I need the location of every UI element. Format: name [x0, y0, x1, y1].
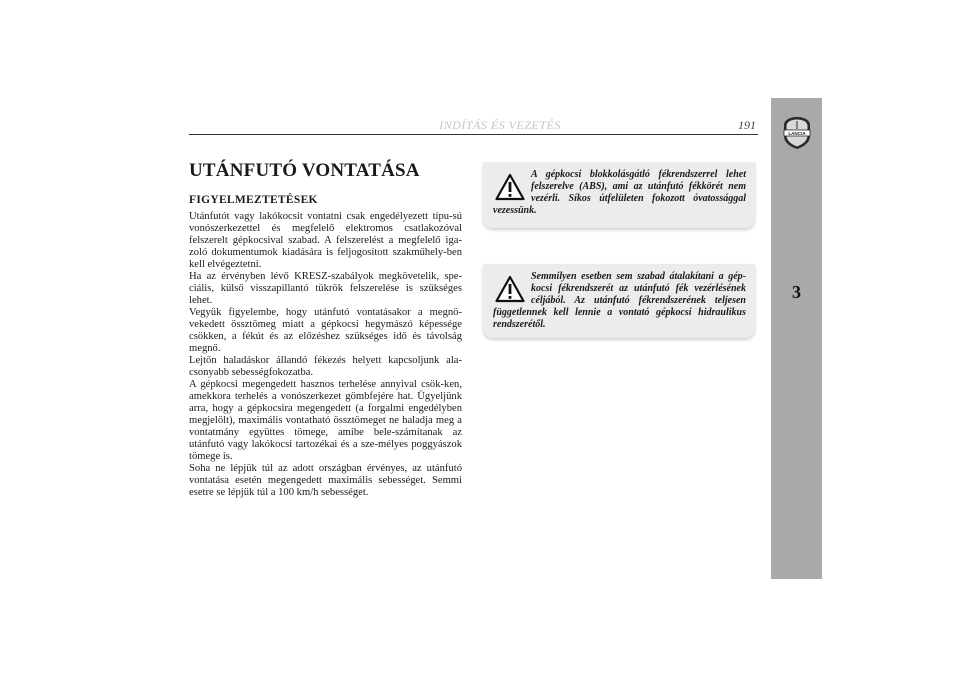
warning-text: A gépkocsi blokkolásgátló fékrendszerrel lehet felszerelve (ABS), ami az utánfutó fékkörét nem vezérli. Síkos útfelületen fokozott óvatossággal vezessünk. — [493, 169, 746, 216]
paragraph: Soha ne lépjük túl az adott országban érvényes, az utánfutó vontatása esetén megengedett maximális sebességet. Semmi esetre se lépjük túl a 100 km/h sebességet. — [189, 463, 462, 498]
warning-box — [483, 162, 755, 228]
warning-box — [483, 264, 755, 338]
page-number: 191 — [738, 118, 756, 132]
chapter-side-tab — [771, 98, 822, 579]
paragraph: Vegyük figyelembe, hogy utánfutó vontatásakor a megnö-vekedett össztömeg miatt a gépkocsi hegymászó képessége csökken, a fékút és az előzéshez szükséges idő és távolság megnő. — [189, 307, 462, 354]
warning-triangle-icon — [495, 275, 525, 303]
svg-text:LANCIA: LANCIA — [788, 131, 806, 136]
warning-text: Semmilyen esetben sem szabad átalakítani a gép-kocsi fékrendszerét az utánfutó fék vezérlésének céljából. Az utánfutó fékrendszerének teljesen függetlennek kell lennie a vontató gépkocsi hidraulikus rendszerétől. — [493, 271, 746, 330]
lancia-logo-icon — [782, 116, 812, 150]
warning-triangle-icon — [495, 173, 525, 201]
paragraph: Ha az érvényben lévő KRESZ-szabályok megkövetelik, spe-ciális, külső visszapillantó tükrök felszerelése is szükséges lehet. — [189, 271, 462, 306]
header-divider — [189, 134, 758, 135]
paragraph: Utánfutót vagy lakókocsit vontatni csak engedélyezett típu-sú vonószerkezettel és megfelelő elektromos csatlakozóval felszerelt gépkocsival szabad. A felszerelést a megfelelő iga-zoló dokumentumok kiadására is feljogosított szakműhely-ben kell elvégeztetni. — [189, 211, 462, 270]
body-text — [189, 211, 462, 499]
section-subtitle: FIGYELMEZTETÉSEK — [189, 194, 318, 206]
paragraph: Lejtőn haladáskor állandó fékezés helyett kapcsoljunk ala-csonyabb sebességfokozatba. — [189, 355, 462, 378]
paragraph: A gépkocsi megengedett hasznos terhelése annyival csök-ken, amekkora terhelés a vonószerkezet gömbfejére hat. Ügyeljünk arra, hogy a gépkocsira megengedett (a forgalmi engedélyben megjelölt), maximális vontatható össztömeget ne haladja meg a vontatmány együttes tömege, amibe bele-számítanak az utánfutó vagy lakókocsi tartozékai és a sze-mélyes poggyászok tömege is. — [189, 379, 462, 462]
chapter-number: 3 — [792, 282, 801, 302]
page-title: UTÁNFUTÓ VONTATÁSA — [189, 160, 420, 181]
section-title: INDÍTÁS ÉS VEZETÉS — [439, 118, 561, 132]
